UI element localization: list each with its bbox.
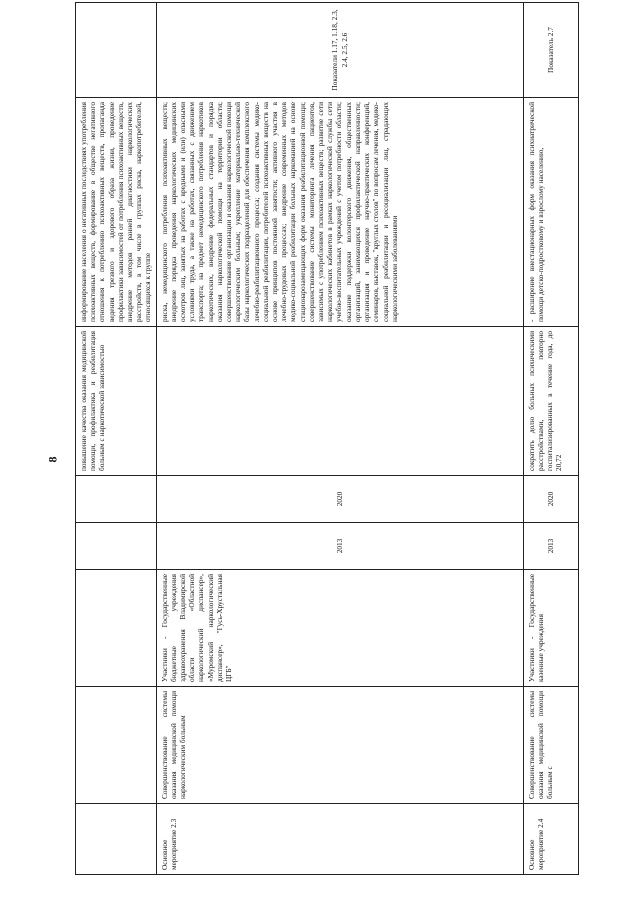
cell-end-year: 2020 [156,476,523,523]
cell-expected-result: повышение качества оказания медицинской помощи, профилактика и реабилитация больным с наркотической зависимостью [76,327,157,476]
cell-executors [76,570,157,687]
cell-expected-result: сократить долю больных психическими расстройствами, повторно госпитализированных в течение года, до 20,72 [523,327,578,476]
cell-main-directions: риска, немедицинского потребления психоактивных веществ; внедрение порядка проведения наркологических медицинских осмотров лиц, занятых на работах с вредными и (или) опасными условиями труда, а также на работах, связанных с движением транспорта; на предмет немедицинского потребления наркотиков наркотических, внедрение федеральных стандартов и порядка оказания наркологической помощи на территории области; совершенствование организации и оказания наркологической помощи наркологическим больным; укрепление материально-технической базы наркологических подразделений для обеспечения комплексного лечебно-реабилитационного процесса; создания системы медико-социальной реабилитации, потребителей психоактивных веществ на основе принципов постоянной занятости; активного участия в лечебно-трудовых процессах; внедрение современных методов медико-социальной реабилитации больных наркоманией на основе стационарозамещающих форм оказания реабилитационной помощи; совершенствование системы мониторинга лечения пациентов, зависимых с употреблением психоактивных веществ; развитие сети наркологических кабинетов в рамках наркологической службы сети учебно-воспитательных учреждений с учетом потребности области; оказание поддержки волонтерского движения, общественных организаций, занимающихся профилактической направленности; организация и проведение научно-практических конференций, семинаров, выставок, "круглых столов" по вопросам лечения, медико-социальной реабилитации и ресоциализации лиц, страдающих наркологическими заболеваниями [156,98,523,327]
cell-event: Основное мероприятие 2.4 [523,804,578,875]
cell-start-year: 2013 [523,523,578,570]
program-table [75,2,579,875]
rotated-table-container [75,9,564,875]
cell-indicators: Показатель 2.7 [523,3,578,98]
cell-end-year [76,476,157,523]
cell-event: Основное мероприятие 2.3 [156,804,523,875]
cell-indicators: Показатели 1.17, 1.18, 2.3, 2.4, 2.5, 2.6 [156,3,523,98]
table-row [156,3,523,875]
cell-title: Совершенствование системы оказания медицинской помощи наркологическим больным [156,687,523,804]
cell-indicators [76,3,157,98]
cell-event [76,804,157,875]
cell-expected-result [156,327,523,476]
cell-start-year: 2013 [156,523,523,570]
table-row [76,3,157,875]
cell-main-directions: информирование населения о негативных последствиях употребления психоактивных веществ, формирование в обществе негативного отношения к потреблению психоактивных веществ, пропаганда ведения трезвого и здорового образа жизни, проведение профилактики зависимостей от потребления психоактивных веществ, внедрение методов ранней диагностики наркологических расстройств, в том числе в группах риска, наркопотребителей, относящихся к группе [76,98,157,327]
cell-title [76,687,157,804]
cell-start-year [76,523,157,570]
cell-end-year: 2020 [523,476,578,523]
table-row [523,3,578,875]
page-number: 8 [45,456,60,463]
cell-main-directions: - расширение внестационарных форм оказания психиатрической помощи детско-подростковому и взрослому населению, [523,98,578,327]
cell-title: Совершенствование системы оказания медицинской помощи больным с [523,687,578,804]
cell-executors: Участники - Государственные бюджетные учреждения здравоохранения Владимирской области «Областной наркологический диспансер», «Муромский наркологический диспансер», "Гусь-Хрустальная ЦГБ" [156,570,523,687]
cell-executors: Участники - Государственные казенные учреждения [523,570,578,687]
